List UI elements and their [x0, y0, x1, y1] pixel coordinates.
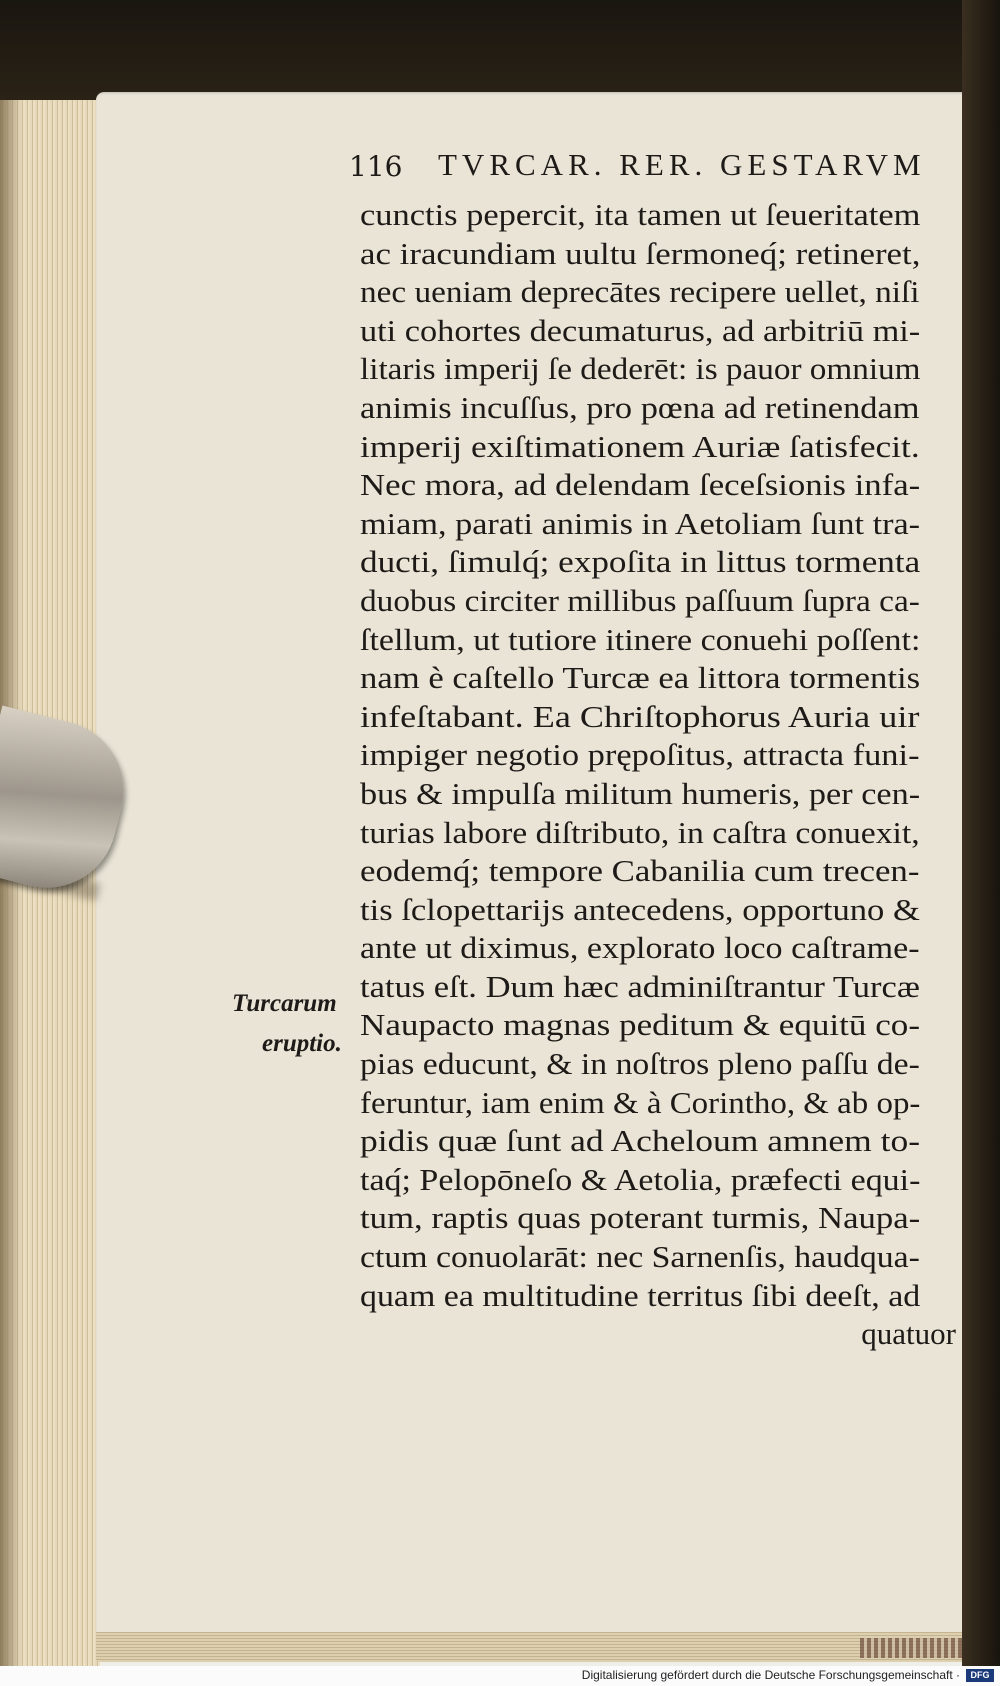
text-line: quam ea multitudine territus ſibi deeſt, ad — [360, 1277, 921, 1313]
text-line: ac iracundiam uultu ſermoneq́; retineret, — [360, 235, 921, 271]
marginal-note: Turcarum — [232, 990, 337, 1017]
catchword: quatuor — [861, 1316, 956, 1352]
text-line: animis incuſſus, pro pœna ad retinendam — [360, 389, 920, 425]
running-title: TVRCAR. RER. GESTARVM — [438, 147, 926, 182]
text-line: turias labore diſtributo, in caſtra conuexit, — [360, 814, 920, 850]
text-line: duobus circiter millibus paſſuum ſupra ca- — [360, 582, 920, 618]
text-line: Nec mora, ad delendam ſeceſsionis infa- — [360, 467, 921, 503]
text-line: nec ueniam deprecātes recipere uellet, niſi — [360, 274, 920, 310]
text-line: infeſtabant. Ea Chriſtophorus Auria uir — [360, 698, 920, 734]
text-line: eodemq́; tempore Cabanilia cum trecen- — [360, 853, 920, 889]
text-line: bus & impulſa militum humeris, per cen- — [360, 775, 921, 811]
body-text — [360, 196, 960, 1354]
text-line: tis ſclopettarijs antecedens, opportuno & — [360, 891, 920, 927]
text-line: tum, raptis quas poterant turmis, Naupa- — [360, 1200, 921, 1236]
marginal-note: eruptio. — [262, 1030, 342, 1057]
text-line: ctum conuolarāt: nec Sarnenſis, haudqua- — [360, 1239, 920, 1275]
text-line: impiger negotio prępoſitus, attracta funi- — [360, 737, 920, 773]
text-line: taq́; Pelopōneſo & Aetolia, præfecti equi- — [360, 1161, 921, 1197]
text-line: miam, parati animis in Aetoliam ſunt tra- — [360, 505, 921, 541]
text-line: ducti, ſimulq́; expoſita in littus tormenta — [360, 544, 921, 580]
text-line: imperij exiſtimationem Auriæ ſatisfecit. — [360, 428, 920, 464]
text-line: pidis quæ ſunt ad Acheloum amnem to- — [360, 1123, 921, 1159]
funding-credit: Digitalisierung gefördert durch die Deutsche Forschungsgemeinschaft · — [581, 1668, 960, 1682]
text-line: ſtellum, ut tutiore itinere conuehi poſſent: — [360, 621, 921, 657]
text-line: ante ut diximus, explorato loco caſtrame- — [360, 930, 920, 966]
text-line: tatus eſt. Dum hæc adminiſtrantur Turcæ — [360, 968, 920, 1004]
text-line: nam è caſtello Turcæ ea littora tormentis — [360, 660, 921, 696]
text-line: Naupacto magnas peditum & equitū co- — [360, 1007, 921, 1043]
page-bottom-edge — [96, 1632, 968, 1662]
text-line: feruntur, iam enim & à Corintho, & ab op- — [360, 1084, 921, 1120]
page-number: 116 — [349, 150, 403, 183]
dfg-logo: DFG — [966, 1669, 994, 1682]
page-corner-edge — [860, 1638, 970, 1658]
text-line: cunctis pepercit, ita tamen ut ſeueritatem — [360, 197, 921, 232]
text-line: uti cohortes decumaturus, ad arbitriū mi- — [360, 312, 921, 348]
text-line: pias educunt, & in noſtros pleno paſſu de- — [360, 1046, 920, 1082]
text-line: litaris imperij ſe dederēt: is pauor omnium — [360, 351, 921, 387]
